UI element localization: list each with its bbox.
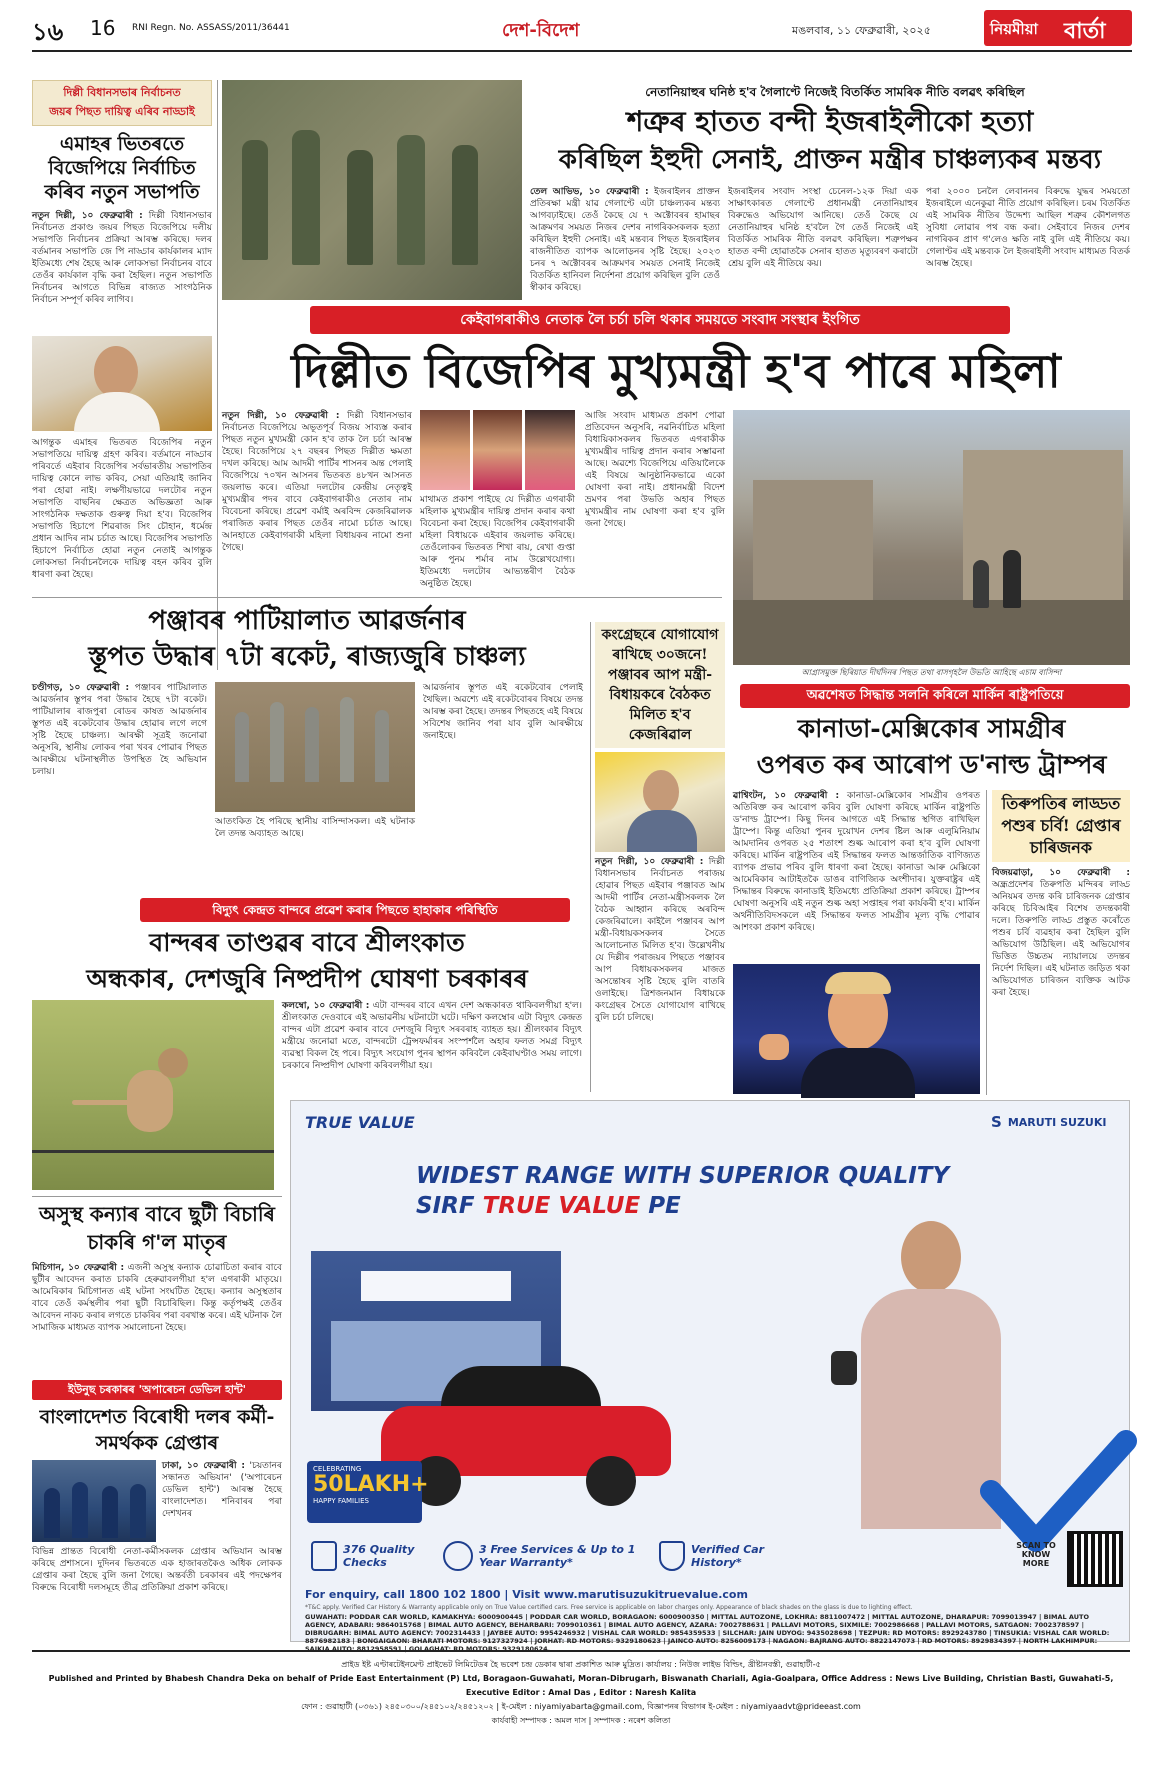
police-figure-3 <box>102 1486 118 1538</box>
rockets-headline-1: পঞ্জাবৰ পাটিয়ালাত আৱৰ্জনাৰ <box>148 606 466 636</box>
kejriwal-dateline: নতুন দিল্লী, ১০ ফেব্ৰুৱাৰী : <box>595 857 704 867</box>
masthead <box>32 10 1132 52</box>
car-wheel-right <box>586 1456 636 1506</box>
sidebar-kicker <box>32 80 212 126</box>
feature-history <box>659 1541 781 1571</box>
row-rule <box>32 597 722 598</box>
walking-person-1 <box>973 560 989 608</box>
ad-terms: *T&C apply. Verified Car History & Warranty applicable only on True Value certified cars. Free service is applicable on labor charges only. Appearance of black shades on the glass is due to lighting effect. <box>305 1604 913 1611</box>
israel-col-2: ইজৰাইলৰ সংবাদ সংস্থা চেনেল-১২ক দিয়া এক সাক্ষাৎকাৰত গেলাণ্টে প্ৰধানমন্ত্ৰী নেতানিয়াহুৰ বিৰুদ্ধেও অভিযোগ আনিছে। তেওঁ কৈছে যে নেতানিয়াহুৰ ঘনিষ্ঠ হ'বলৈ গৈ তেওঁ নিজেই এই বিতৰ্কিত সামৰিক নীতি বলৱৎ কৰিছিল। শত্ৰুপক্ষৰ হাতত বন্দী হোৱাতকৈ সেনাৰ হাতত মৃত্যুবৰণ কৰাটো শ্ৰেয় বুলি এই নীতিয়ে কয়। <box>728 187 918 269</box>
ad-headline-1: WIDEST RANGE WITH SUPERIOR QUALITY <box>416 1163 950 1189</box>
girl-dateline: মিচিগান, ১০ ফেব্ৰুৱাৰী : <box>32 1263 125 1273</box>
police-photo <box>32 1460 156 1542</box>
photo-woman-2 <box>473 410 523 490</box>
israel-col-1 <box>530 186 720 296</box>
soldier-3 <box>347 150 373 265</box>
rockets-col-2: আৱৰ্জনাৰ স্তূপত এই ৰকেটবোৰ পেলাই থৈছিল। অৱশ্যে এই ৰকেটবোৰৰ বিষয়ে তদন্ত আৰম্ভ কৰা হৈছে। তদন্তৰ পিছতহে এই বিষয়ে সবিশেষ জানিব পৰা যাব বুলি আৰক্ষীয়ে জনাইছে। <box>423 683 583 741</box>
kejriwal-headline: কংগ্ৰেছৰে যোগাযোগ ৰাখিছে ৩০জনে! পঞ্জাবৰ আপ মন্ত্ৰী-বিধায়কৰে বৈঠকত মিলিত হ'ব কেজৰিৱাল <box>595 622 725 748</box>
monkey-dateline: কলম্বো, ১০ ফেব্ৰুৱাৰী : <box>282 1001 370 1011</box>
trump-banner: অৱশেষত সিদ্ধান্ত সলনি কৰিলে মাৰ্কিন ৰাষ্ট্ৰপতিয়ে <box>740 684 1130 708</box>
ruin-building-left <box>753 480 873 600</box>
soldier-2 <box>292 130 320 265</box>
portrait-head <box>94 346 138 398</box>
feature-services-text: 3 Free Services & Up to 1 Year Warranty* <box>479 1543 636 1569</box>
cm-headline: দিল্লীত বিজেপিৰ মুখ্যমন্ত্ৰী হ'ব পাৰে মহিলা <box>291 344 1061 398</box>
cm-col-3: আজি সংবাদ মাধ্যমত প্ৰকাশ পোৱা প্ৰতিবেদন অনুসৰি, নৱনিৰ্বাচিত মহিলা বিধায়িকাসকলৰ ভিতৰত এগৰাকীক মুখ্যমন্ত্ৰীৰ দায়িত্ব প্ৰদান কৰাৰ সম্ভাৱনা আছে। অৱশ্যে বিজেপিয়ে এতিয়ালৈকে এই বিষয়ে আনুষ্ঠানিকভাৱে একো ঘোষণা কৰা নাই। প্ৰধানমন্ত্ৰী বিদেশ ভ্ৰমণৰ পৰা উভতি অহাৰ পিছত মুখ্যমন্ত্ৰীৰ নাম ঘোষণা কৰা হ'ব বুলি জনা গৈছে। <box>585 411 725 529</box>
sidebar-body <box>32 210 212 330</box>
soldiers-photo <box>222 80 522 300</box>
bangladesh-banner: ইউনুছ চৰকাৰৰ 'অপাৰেচন ডেভিল হান্ট' <box>32 1380 282 1400</box>
portrait-body <box>74 392 160 432</box>
trump-body-text: কানাডা-মেক্সিকোৰ সামগ্ৰীৰ ওপৰত অতিৰিক্ত কৰ আৰোপ কৰিব বুলি ঘোষণা কৰিছে মাৰ্কিন ৰাষ্ট্ৰপতি ড'নাল্ড ট্ৰাম্পে। কিছু দিনৰ আগতে এই সিদ্ধান্ত স্থগিত ৰাখিছিল ট্ৰাম্পে। কিন্তু এতিয়া পুনৰ দুয়োখন দেশৰ ষ্টিল আৰু এলুমিনিয়াম আমদানিৰ ওপৰত ২৫ শতাংশ শুল্ক আৰোপ কৰা হ'ব বুলি ঘোষণা কৰিছে। মাৰ্কিন ৰাষ্ট্ৰপতিৰ এই সিদ্ধান্তৰ ফলত আন্তৰ্জাতিক বাণিজ্যত ব্যাপক প্ৰভাৱ পৰিব বুলি ধাৰণা কৰা হৈছে। কানাডা আৰু মেক্সিকো আমেৰিকাৰ আটাইতকৈ ডাঙৰ বাণিজ্যিক অংশীদাৰ। যুক্তৰাষ্ট্ৰৰ এই সিদ্ধান্তৰ বিৰুদ্ধে কানাডাই ইতিমধ্যে প্ৰতিক্ৰিয়া প্ৰকাশ কৰিছে। ট্ৰাম্পৰ ঘোষণা অনুসৰি এই নতুন শুল্ক অহা সপ্তাহৰ পৰা কাৰ্যকৰী হ'ব। মাৰ্কিন অৰ্থনীতিবিদসকলে এই সিদ্ধান্তৰ ফলত সামগ্ৰীৰ মূল্য বৃদ্ধি পোৱাৰ আশংকা প্ৰকাশ কৰিছে। <box>733 791 980 933</box>
rocket-2 <box>270 702 284 782</box>
car-key-icon <box>831 1351 857 1385</box>
celebrating-badge <box>307 1461 429 1523</box>
sidebar-body-text: দিল্লী বিধানসভাৰ নিৰ্বাচনত প্ৰকাণ্ড জয়ৰ পিছত বিজেপিয়ে দলীয় সভাপতি নিৰ্বাচনৰ প্ৰক্ৰিয়া আৰম্ভ কৰিছে। দলৰ বৰ্তমানৰ সভাপতি জে পি নাড্ডাৰ কাৰ্যকালৰ ম্যাদ ইতিমধ্যে শেষ হৈছে আৰু লোকসভা নিৰ্বাচনৰ বাবে তেওঁৰ কাৰ্যকাল বৃদ্ধি কৰা হৈছিল। নতুন সভাপতি নিৰ্বাচনৰ আগতে বিভিন্ন ৰাজ্যত সাংগঠনিক নিৰ্বাচন সম্পূৰ্ণ কৰিব লাগিব। <box>32 211 212 305</box>
ad-enquiry[interactable]: For enquiry, call 1800 102 1800 | Visit www.marutisuzukitruevalue.com <box>305 1588 748 1601</box>
trump-headline-1: কানাডা-মেক্সিকোৰ সামগ্ৰীৰ <box>797 714 1066 743</box>
girl-headline: অসুস্থ কন্যাৰ বাবে ছুটী বিচাৰি চাকৰি গ'ল মাতৃৰ <box>39 1202 275 1254</box>
tirupati-body-text: অন্ধ্ৰপ্ৰদেশৰ তিৰুপতি মন্দিৰৰ লাড্ড অনিয়মৰ তদন্ত কৰি চাৰিজনক গ্ৰেপ্তাৰ কৰিছে চিবিআইৰ বিশেষ তদন্তকাৰী দলে। তিৰুপতি লাড্ড প্ৰস্তুত কৰোঁতে পশুৰ চৰ্বি ব্যৱহাৰ কৰা হৈছিল বুলি অভিযোগ উঠিছিল। এই অভিযোগৰ ভিত্তিত উচ্চতম ন্যায়ালয়ে তদন্তৰ নিৰ্দেশ দিছিল। এই ঘটনাত জড়িত থকা অভিযোগত চাৰিজন ব্যক্তিক আটক কৰা হৈছে। <box>992 880 1130 998</box>
feature-quality <box>311 1541 423 1571</box>
ad-brand-text: TRUE VALUE <box>305 1113 415 1132</box>
power-line <box>32 1150 274 1153</box>
sidebar-kicker-line2: জয়ৰ পিছত দায়িত্ব এৰিব নাড্ডাই <box>49 105 195 118</box>
page-number-latin: 16 <box>90 16 116 40</box>
photo-woman-3 <box>525 410 575 490</box>
happy-families-label: HAPPY FAMILIES <box>313 1497 369 1505</box>
imprint-line-4: কাৰ্যবাহী সম্পাদক : অমল দাস | সম্পাদক : নৰেশ কলিতা <box>491 1716 671 1725</box>
bangladesh-col-1 <box>162 1460 282 1542</box>
ambassador-head <box>901 1221 961 1293</box>
kejriwal-body-text: দিল্লী বিধানসভাৰ নিৰ্বাচনত পৰাজয় হোৱাৰ পিছত এইবাৰ পঞ্জাবত আম আদমী পাৰ্টিৰ নেতা-মন্ত্ৰীসকলক লৈ বৈঠক আহ্বান কৰিছে অৰবিন্দ কেজৰিৱালে। কাইলৈ পঞ্জাবৰ আপ মন্ত্ৰী-বিধায়কসকলৰ সৈতে আলোচনাত মিলিত হ'ব। উল্লেখনীয় যে দিল্লীৰ পৰাজয়ৰ পিছতে পঞ্জাবৰ আপ বিধায়কসকলৰ মাজত অসন্তোষৰ সৃষ্টি হৈছে বুলি বাতৰি ওলাইছে। ত্ৰিশজনমান বিধায়কে কংগ্ৰেছৰ সৈতে যোগাযোগ ৰাখিছে বুলি চৰ্চা চলিছে। <box>595 857 725 1023</box>
maruti-logo <box>991 1113 1106 1131</box>
bangladesh-body-1: 'চয়তানৰ সন্ধানত অভিযান' ('অপাৰেচন ডেভিল হান্ট') আৰম্ভ হৈছে বাংলাদেশত। শনিবাৰৰ পৰা দেশখনৰ <box>162 1461 282 1519</box>
free-services-icon <box>443 1541 473 1571</box>
page-number: ১৬ <box>32 18 64 46</box>
celebrating-label: CELEBRATING <box>313 1465 362 1473</box>
tirupati-headline: তিৰুপতিৰ লাড্ডত পশুৰ চৰ্বি! গ্ৰেপ্তাৰ চাৰিজনক <box>992 790 1130 862</box>
trump-hand <box>759 1034 789 1060</box>
israel-kicker: নেতানিয়াহুৰ ঘনিষ্ঠ হ'ব গৈলাণ্টে নিজেই বিতৰ্কিত সামৰিক নীতি বলৱৎ কৰিছিল <box>645 85 1025 99</box>
girl-body-text: এজনী অসুস্থ কন্যাক চোৱাচিতা কৰাৰ বাবে ছুটীৰ আবেদন কৰাত চাকৰি হেৰুৱাবলগীয়া হ'ল এগৰাকী মাতৃয়ে। আমেৰিকাৰ মিচিগানত এই ঘটনা সংঘটিত হৈছে। কন্যাৰ অসুস্থতাৰ বাবে তেওঁ কৰ্মস্থলীৰ পৰা ছুটী বিচাৰিছিল। কিন্তু কৰ্তৃপক্ষই তেওঁৰ আবেদন নাকচ কৰাৰ লগতে চাকৰিৰ পৰা বৰখাস্ত কৰে। এই ঘটনাক লৈ সামাজিক মাধ্যমত ব্যাপক সমালোচনা হৈছে। <box>32 1263 282 1333</box>
tirupati-box <box>986 790 1130 1095</box>
trump-hair <box>825 972 891 994</box>
ruins-caption: আগ্ৰাসমুক্ত ছিৰিয়াত দীৰ্ঘদিনৰ পিছত তথা বাসগৃহলৈ উভতি আহিছে এচাম বাসিন্দা <box>801 668 1062 677</box>
police-figure-1 <box>44 1488 60 1538</box>
rocket-3 <box>305 707 319 782</box>
imprint-line-1: প্ৰাইড ইষ্ট এণ্টাৰটেইনমেণ্ট প্ৰাইভেট লিমিটেডৰ হৈ ভবেশ চন্দ্ৰ ডেকাৰ দ্বাৰা প্ৰকাশিত আৰু মুদ্ৰিত। কাৰ্যালয় : নিউজ লাইভ বিল্ডিং, খ্ৰীষ্টানবস্তী, গুৱাহাটী-৫ <box>341 1660 821 1669</box>
tirupati-dateline: বিজয়ৱাড়া, ১০ ফেব্ৰুৱাৰী : <box>992 868 1130 878</box>
imprint-line-2: Published and Printed by Bhabesh Chandra Deka on behalf of Pride East Entertainment (P) Ltd, Boragaon-Guwahati, Moran-Dibrugarh, Biswanath Chariali, Agia-Goalpara, Office Address : News Live Building, Christian Basti, Guwahati-5, Executive Editor : Amal Das , Editor : Naresh Kalita <box>48 1674 1114 1697</box>
cm-col-2: মাথামত প্ৰকাশ পাইছে যে দিল্লীত এগৰাকী মহিলাক মুখ্যমন্ত্ৰীৰ দায়িত্ব প্ৰদান কৰাৰ কথা বিবেচনা কৰা হৈছে। বিজেপিৰ কেইবাগৰাকী মহিলা বিধায়কে এইবাৰ জয়লাভ কৰিছে। তেওঁলোকৰ ভিতৰত শিখা ৰায়, ৰেখা গুপ্তা আৰু পুনম শৰ্মাৰ নাম উল্লেখযোগ্য। ইতিমধ্যে দলটোৰ আভ্যন্তৰীণ বৈঠক অনুষ্ঠিত হৈছে। <box>420 495 575 589</box>
monkey-body <box>127 1070 173 1132</box>
rockets-headline-2: স্তূপত উদ্ধাৰ ৭টা ৰকেট, ৰাজ্যজুৰি চাঞ্চল্য <box>88 642 526 672</box>
israel-headline-1: শত্ৰুৰ হাতত বন্দী ইজৰাইলীকো হত্যা <box>626 105 1034 138</box>
rockets-col-1 <box>32 682 207 890</box>
bangladesh-col-2: বিভিন্ন প্ৰান্তত বিৰোধী নেতা-কৰ্মীসকলক গ্ৰেপ্তাৰ অভিযান আৰম্ভ কৰিছে প্ৰশাসনে। দুদিনৰ ভিতৰতে এক হাজাৰতকৈও অধিক লোকক গ্ৰেপ্তাৰ কৰা হৈছে বুলি জনা গৈছে। অন্তৰ্বতী চৰকাৰৰ এই পদক্ষেপৰ বিৰুদ্ধে বিৰোধী দলসমূহে তীব্ৰ প্ৰতিক্ৰিয়া প্ৰকাশ কৰিছে। <box>32 1547 282 1593</box>
kejriwal-body <box>595 856 725 1106</box>
women-photos <box>420 410 575 490</box>
ad-features <box>311 1531 961 1581</box>
monkey-headline-2: অন্ধকাৰ, দেশজুৰি নিষ্প্ৰদীপ ঘোষণা চৰকাৰৰ <box>86 964 528 993</box>
rockets-col-3: আতংকিত হৈ পৰিছে স্থানীয় বাসিন্দাসকল। এই ঘটনাক লৈ তদন্ত অব্যাহত আছে। <box>215 817 415 839</box>
israel-col-3: পৰা ২০০০ চনলৈ লেবাননৰ বিৰুদ্ধে যুদ্ধৰ সময়তো ইজৰাইলে এনেকুৱা নীতি প্ৰয়োগ কৰিছিল। চৰম বিতৰ্কিত এই সামৰিক নীতিৰ উদ্দেশ্য আছিল শত্ৰুৰ কৌশলগত সুবিধা লোৱাৰ পথ বন্ধ কৰা। সেইবাবে নিজৰ দেশৰ নাগৰিকৰ প্ৰাণ গ'লেও ক্ষতি নাই বুলি এই নীতিয়ে কয়। গেলাণ্টৰ এই মন্তব্যক লৈ ইজৰাইলী সংবাদ মাধ্যমত বিতৰ্ক আৰম্ভ হৈছে। <box>926 187 1130 269</box>
newspaper-logo <box>984 10 1132 46</box>
shield-check-icon <box>659 1541 685 1571</box>
rockets-dateline: চণ্ডীগড়, ১০ ফেব্ৰুৱাৰী : <box>32 683 130 693</box>
israel-dateline: তেল আভিভ, ১০ ফেব্ৰুৱাৰী : <box>530 187 649 197</box>
col-rule <box>217 80 218 670</box>
true-value-ad[interactable] <box>290 1100 1130 1653</box>
scan-label: SCAN TO KNOW MORE <box>1016 1541 1056 1568</box>
imprint-line-3: ফোন : গুৱাহাটী (০৩৬১) ২৪৫০৩০০/২৪৫১০২/২৪৫১২০২ | ই-মেইল : niyamiyabarta@gmail.com, বিজ্ঞাপনৰ বিভাগৰ ই-মেইল : niyamiyaadvt@prideeast.com <box>301 1702 861 1711</box>
trump-photo <box>733 964 980 1094</box>
rockets-photo <box>215 682 415 812</box>
ad-headline-2c: PE <box>640 1193 681 1219</box>
cm-dateline: নতুন দিল্লী, ১০ ফেব্ৰুৱাৰী : <box>222 411 340 421</box>
feature-services <box>443 1541 639 1571</box>
section-name: দেশ-বিদেশ <box>502 20 580 41</box>
monkey-photo <box>32 1000 274 1190</box>
kejriwal-photo <box>595 752 725 852</box>
clipboard-icon <box>311 1541 337 1571</box>
row-rule-2 <box>32 1196 282 1197</box>
trump-dateline: ৱাশ্বিংটন, ১০ ফেব্ৰুৱাৰী : <box>733 791 840 801</box>
kejriwal-box <box>590 622 725 1092</box>
photo-woman-1 <box>420 410 470 490</box>
rubble <box>733 600 1130 665</box>
rocket-5 <box>375 710 389 782</box>
tirupati-body <box>992 867 1130 1077</box>
trump-suit <box>801 1048 915 1098</box>
ad-brand-logo <box>305 1113 415 1132</box>
sidebar-headline: এমাহৰ ভিতৰতে বিজেপিয়ে নিৰ্বাচিত কৰিব নতুন সভাপতি <box>44 133 200 203</box>
bangladesh-headline: বাংলাদেশত বিৰোধী দলৰ কৰ্মী-সমৰ্থকক গ্ৰেপ্তাৰ <box>39 1406 275 1454</box>
nadda-photo <box>32 336 212 431</box>
ad-headline-2b: TRUE VALUE <box>482 1193 641 1219</box>
suzuki-s-icon: S <box>991 1113 1002 1131</box>
kejriwal-head <box>643 770 679 814</box>
police-figure-4 <box>130 1484 146 1538</box>
feature-quality-text: 376 Quality Checks <box>343 1543 415 1569</box>
cm-col-1 <box>222 410 412 585</box>
sidebar-kicker-line1: দিল্লী বিধানসভাৰ নিৰ্বাচনত <box>63 86 181 99</box>
israel-body-1: ইজৰাইলৰ প্ৰাক্তন প্ৰতিৰক্ষা মন্ত্ৰী য়াৱ গেলাণ্টে এটা চাঞ্চল্যকৰ মন্তব্য আগবঢ়াইছে। তেওঁ কৈছে যে ৭ অক্টোবৰৰ হামাছৰ আক্ৰমণৰ সময়ত নিজৰ দেশৰ নাগৰিকসকলক হত্যা কৰিছিল ইহুদী সেনাই। এই মন্তব্যৰ পিছত ইজৰাইলৰ ৰাজনীতিত ব্যাপক আলোড়নৰ সৃষ্টি হৈছে। ২০২৩ চনৰ ৭ অক্টোবৰৰ আক্ৰমণৰ সময়ত সেনাই নিজেই বিতৰ্কিত হানিবল নিৰ্দেশনা প্ৰয়োগ কৰিছিল বুলি তেওঁ স্বীকাৰ কৰিছে। <box>530 187 720 293</box>
lakh-label: 50LAKH+ <box>313 1472 429 1497</box>
monkey-head <box>158 1048 188 1078</box>
monkey-banner: বিদ্যুৎ কেন্দ্ৰত বান্দৰে প্ৰৱেশ কৰাৰ পিছতে হাহাকাৰ পৰিস্থিতি <box>140 898 570 922</box>
ad-dealers: GUWAHATI: PODDAR CAR WORLD, KAMAKHYA: 6000900445 | PODDAR CAR WORLD, BORAGAON: 6000900350 | MITTAL AUTOZONE, LOKHRA: 8811007472 | MITTAL AUTOZONE, DHARAPUR: 7099013947 | BIMAL AUTO AGENCY, ADABARI: 9864015768 | BIMAL AUTO AGENCY, BEHARBARI: 7099010361 | BIMAL AUTO AGENCY, AZARA: 7002788631 | PALLAVI MOTORS, SIXMILE: 7002986668 | PALLAVI MOTORS, SATGAON: 7002378597 | DIBRUGARH: BIMAL AUTO AGENCY: 7002314433 | JAYBEE AUTO: 9954246932 | VISHAL CAR WORLD: 9854359533 | SILCHAR: JAIN UDYOG: 9435028698 | TEZPUR: RD MOTORS: 8929243780 | TINSUKIA: VISHAL CAR WORLD: 8876982183 | BONGAIGAON: BHARATI MOTORS: 9127327924 | JORHAT: RD MOTORS: 9329180623 | JAINCO AUTO: 8256009173 | NAGAON: BAJRANG AUTO: 8822147073 | RD MOTORS: 8929834397 | NORTH LAKHIMPUR: SAIKIA AUTO: 8812958591 | GOLAGHAT: RD MOTORS: 9329180624. <box>305 1613 1110 1653</box>
cm-banner: কেইবাগৰাকীও নেতাক লৈ চৰ্চা চলি থকাৰ সময়তে সংবাদ সংস্থাৰ ইংগিত <box>310 306 1010 334</box>
soldier-1 <box>242 140 268 260</box>
rni-number: RNI Regn. No. ASSASS/2011/36441 <box>132 23 290 33</box>
qr-code[interactable] <box>1067 1531 1123 1587</box>
ad-headline-2a: SIRF <box>416 1193 483 1219</box>
issue-date: মঙলবাৰ, ১১ ফেব্ৰুৱাৰী, ২০২৫ <box>792 24 931 37</box>
showroom-sign <box>361 1271 511 1301</box>
feature-history-text: Verified Car History* <box>691 1543 765 1569</box>
soldier-5 <box>452 145 478 265</box>
monkey-headline-1: বান্দৰৰ তাণ্ডৱৰ বাবে শ্ৰীলংকাত <box>149 928 465 957</box>
logo-part-b: বাৰ্তা <box>1064 19 1106 44</box>
ad-headline-2 <box>416 1193 681 1219</box>
ambassador-jacket <box>861 1289 1001 1529</box>
trump-body <box>733 790 980 960</box>
sidebar-dateline: নতুন দিল্লী, ১০ ফেব্ৰুৱাৰী : <box>32 211 143 221</box>
soldier-4 <box>397 135 425 265</box>
rockets-body-1: পঞ্জাবৰ পাটিয়ালাত আৱৰ্জনাৰ স্তূপৰ পৰা উদ্ধাৰ হৈছে ৭টা ৰকেট। পাটিয়ালাৰ ৰাজপুৰা ৰোডৰ কাষত আৱৰ্জনাৰ স্তূপত এই ৰকেটবোৰ উদ্ধাৰ হোৱাৰ লগে লগে সৃষ্টি হৈছে চাঞ্চল্য। আৰক্ষী সূত্ৰই জনোৱা অনুসৰি, স্থানীয় লোকৰ পৰা খবৰ পোৱাৰ পিছত আৰক্ষীয়ে ঘটনাস্থলীত উপস্থিত হৈ অভিযান চলায়। <box>32 683 207 777</box>
monkey-body-text: এটা বান্দৰৰ বাবে এখন দেশ অন্ধকাৰত থাকিবলগীয়া হ'ল। শ্ৰীলংকাত দেওবাৰে এই অভাৱনীয় ঘটনাটো ঘটে। দক্ষিণ কলম্বোৰ এটা বিদ্যুৎ কেন্দ্ৰত বান্দৰ এটা প্ৰৱেশ কৰাৰ বাবে দেশজুৰি বিদ্যুৎ সৰবৰাহ ব্যাহত হয়। শ্ৰীলংকাৰ বিদ্যুৎ মন্ত্ৰীয়ে জনোৱা মতে, বান্দৰটো ট্ৰেন্সফৰ্মাৰৰ সংস্পৰ্শলৈ অহাৰ ফলত সমগ্ৰ বিদ্যুৎ ব্যৱস্থা বিকল হৈ পৰে। বিদ্যুৎ সংযোগ পুনৰ স্থাপন কৰিবলৈ কেইবাঘণ্টাও সময় লাগে। চৰকাৰে নিষ্প্ৰদীপ ঘোষণা কৰিবলগীয়া হয়। <box>282 1001 582 1071</box>
trump-headline-2: ওপৰত কৰ আৰোপ ড'নাল্ড ট্ৰাম্পৰ <box>756 750 1107 779</box>
police-figure-2 <box>72 1482 88 1538</box>
kejriwal-body <box>627 810 697 852</box>
ruins-photo <box>733 410 1130 665</box>
rocket-1 <box>235 712 249 782</box>
imprint <box>32 1650 1130 1770</box>
monkey-tail <box>72 1100 132 1105</box>
sidebar-body-2: আগন্তুক এমাহৰ ভিতৰত বিজেপিৰ নতুন সভাপতিয়ে দায়িত্ব গ্ৰহণ কৰিব। বৰ্তমানে নাড্ডাৰ পৰিবৰ্তে এইবাৰ বিজেপিৰ সৰ্বভাৰতীয় সভাপতিৰ দায়িত্ব কোনে লাভ কৰিব, সেয়া এতিয়াই জানিব পৰা হোৱা নাই। লক্ষণীয়ভাৱে দলটোৰ নতুন সভাপতি বাছনিৰ ক্ষেত্ৰত অভিজ্ঞতা আৰু সাংগঠনিক দক্ষতাক গুৰুত্ব দিয়া হ'ব। বিজেপিৰ সভাপতি হিচাপে শিৱৰাজ সিং চৌহান, ধৰ্মেন্দ্ৰ প্ৰধান আদিৰ নাম চৰ্চাত আছে। বিজেপিৰ সভাপতি হিচাপে নিৰ্বাচিত হোৱা নতুন নেতাই আগন্তুক লোকসভা নিৰ্বাচনলৈকে দায়িত্ব বহন কৰিব বুলি ধাৰণা কৰা হৈছে। <box>32 438 212 580</box>
bangladesh-dateline: ঢাকা, ১০ ফেব্ৰুৱাৰী : <box>162 1461 245 1471</box>
maruti-text: MARUTI SUZUKI <box>1007 1115 1107 1129</box>
girl-body <box>32 1262 282 1374</box>
walking-person-2 <box>1003 550 1021 608</box>
logo-part-a: নিয়মীয়া <box>990 20 1038 38</box>
sidebar-delhi <box>32 80 212 623</box>
cm-body-1: দিল্লী বিধানসভাৰ নিৰ্বাচনত বিজেপিয়ে অভূতপূৰ্ব বিজয় সাব্যস্ত কৰাৰ পিছত নতুন মুখ্যমন্ত্ৰী কোন হ'ব তাক লৈ চৰ্চা আৰম্ভ হৈছে। বিজেপিয়ে ২৭ বছৰৰ পিছত দিল্লীত ক্ষমতা দখল কৰিছে। আম আদমী পাৰ্টিৰ শাসনৰ অন্ত পেলাই বিজেপিয়ে ৭০খন আসনৰ ভিতৰত ৪৮খন আসনত জয়লাভ কৰে। এতিয়া দলটোৰ কেন্দ্ৰীয় নেতৃত্বই মুখ্যমন্ত্ৰীৰ পদৰ বাবে কেইবাগৰাকীও নেতাৰ নাম বিবেচনা কৰিছে। প্ৰৱেশ বৰ্মাই অৰবিন্দ কেজৰিৱালক পৰাজিত কৰাৰ পিছত তেওঁৰ নামো চৰ্চাত আছে। আনহাতে কেইবাগৰাকী মহিলা বিধায়কৰ নামো শুনা গৈছে। <box>222 411 412 553</box>
israel-headline-2: কৰিছিল ইহুদী সেনাই, প্ৰাক্তন মন্ত্ৰীৰ চাঞ্চল্যকৰ মন্তব্য <box>558 145 1102 175</box>
rocket-4 <box>340 697 354 782</box>
